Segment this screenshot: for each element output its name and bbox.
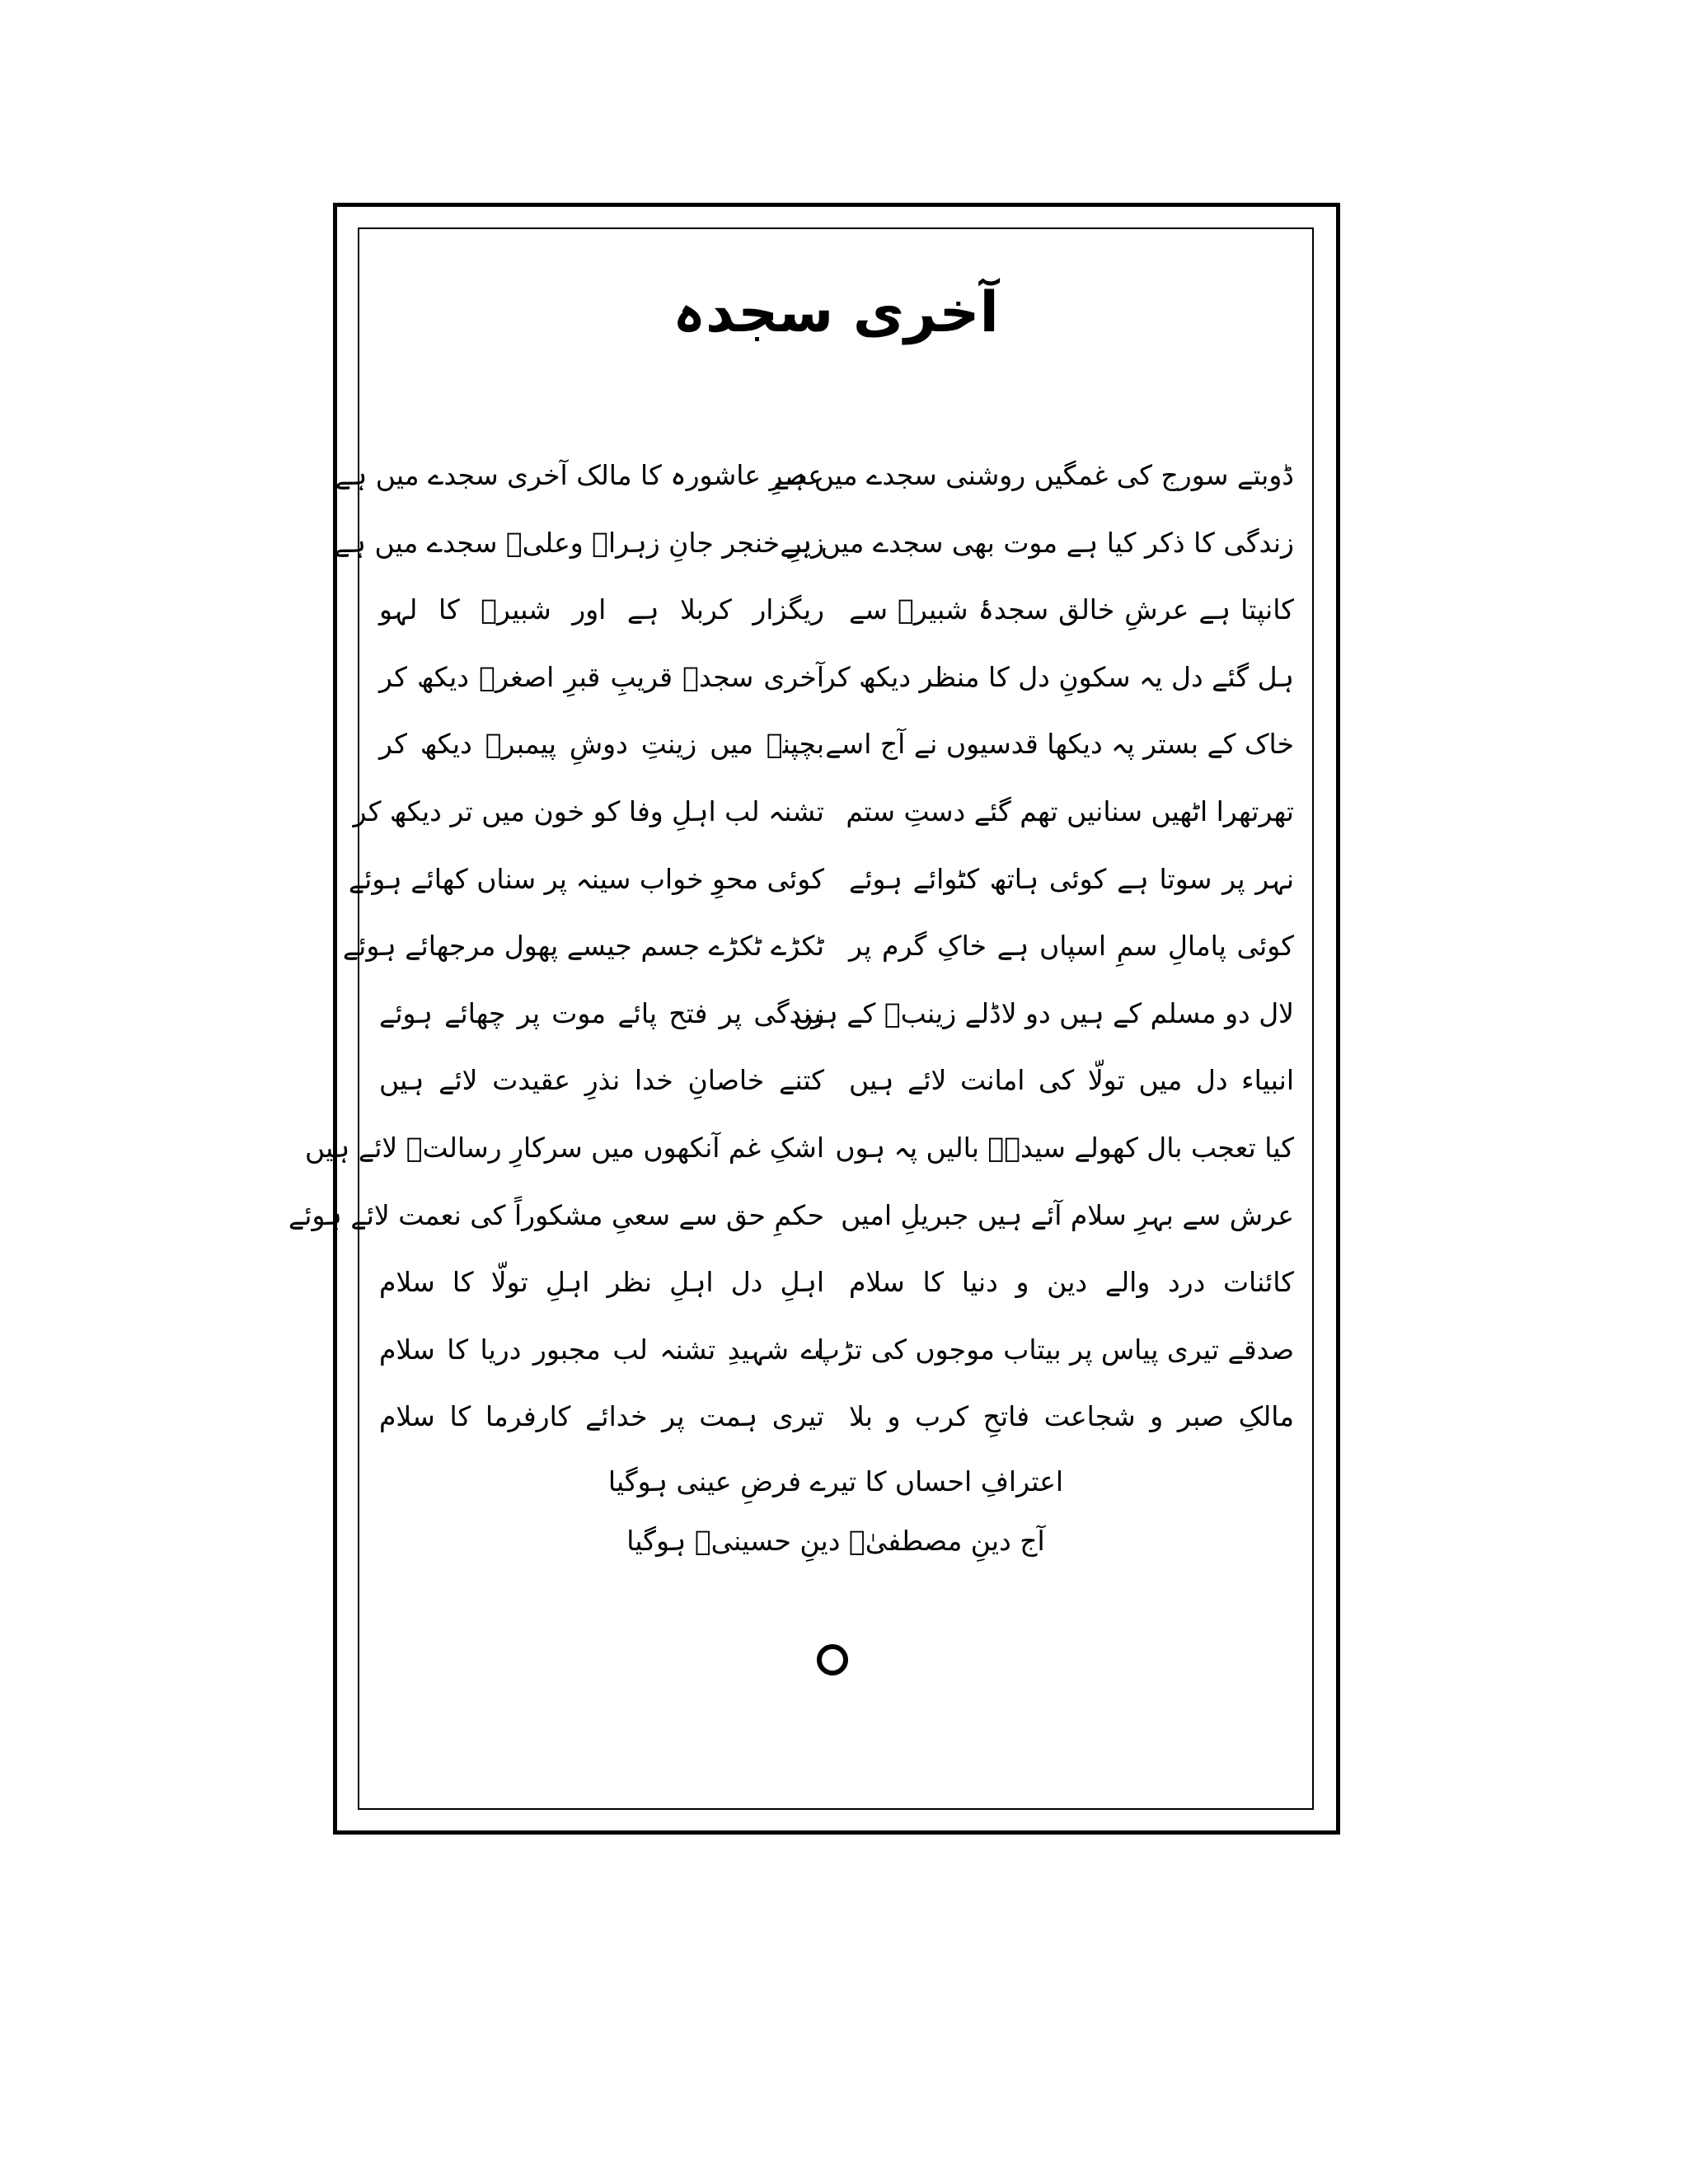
verse-second-line: کوئی محوِ خواب سینہ پر سناں کھائے ہوئے [348,862,824,895]
verse-first-line: مالکِ صبر و شجاعت فاتحِ کرب و بلا [849,1400,1294,1433]
closing-line: آج دینِ مصطفیٰؐ دینِ حسینیؑ ہوگیا [626,1525,1045,1557]
closing-line: اعترافِ احساں کا تیرے فرضِ عینی ہوگیا [607,1465,1064,1497]
verse-second-line: زیرِ خنجر جانِ زہراؑ وعلیؑ سجدے میں ہے [334,526,824,559]
poem-title: آخری سجدہ [673,280,999,345]
verse-row [363,644,1311,711]
verse-first-line: کانپتا ہے عرشِ خالق سجدۂ شبیرؑ سے [849,593,1294,626]
poem-stanza [288,442,1311,1451]
verse-first-line: ہل گئے دل یہ سکونِ دل کا منظر دیکھ کر [822,660,1294,693]
verse-row [288,1182,1311,1249]
verse-row [363,1316,1311,1384]
verse-second-line: اے شہیدِ تشنہ لب مجبور دریا کا سلام [379,1333,824,1366]
verse-row [363,1249,1311,1316]
verse-first-line: ڈوبتے سورج کی غمگیں روشنی سجدے میں ہے [773,459,1294,491]
verse-row [363,710,1311,778]
verse-second-line: حکمِ حق سے سعیِ مشکوراً کی نعمت لائے ہوئے [288,1198,824,1231]
verse-first-line: لال دو مسلم کے ہیں دو لاڈلے زینبؑ کے ہیں [793,996,1294,1029]
verse-second-line: اشکِ غم آنکھوں میں سرکارِ رسالتؐ لائے ہیں [304,1131,824,1164]
verse-row [348,846,1311,913]
verse-second-line: عصرِ عاشورہ کا مالک آخری سجدے میں ہے [335,459,824,491]
verse-first-line: کوئی پامالِ سمِ اسپاں ہے خاکِ گرم پر [849,930,1294,963]
verse-row [335,442,1311,509]
verse-second-line: کتنے خاصانِ خدا نذرِ عقیدت لائے ہیں [379,1064,824,1097]
verse-second-line: تشنہ لب اہلِ وفا کو خون میں تر دیکھ کر [353,794,824,827]
end-mark-circle-icon [817,1644,848,1675]
verse-first-line: کیا تعجب بال کھولے سیدہؑ بالیں پہ ہوں [835,1131,1294,1164]
verse-second-line: ٹکڑے ٹکڑے جسم جیسے پھول مرجھائے ہوئے [342,930,824,963]
verse-first-line: خاک کے بستر پہ دیکھا قدسیوں نے آج اسے [825,728,1294,761]
verse-second-line: زندگی پر فتح پائے موت پر چھائے ہوئے [379,996,824,1029]
verse-first-line: نہر پر سوتا ہے کوئی ہاتھ کٹوائے ہوئے [849,862,1294,895]
verse-second-line: ریگزار کربلا ہے اور شبیرؑ کا لہو [379,593,824,626]
verse-first-line: تھرتھرا اٹھیں سنانیں تھم گئے دستِ ستم [846,794,1294,827]
verse-first-line: صدقے تیری پیاس پر بیتاب موجوں کی تڑپ [814,1333,1294,1366]
verse-row [363,1047,1311,1114]
verse-row [342,912,1311,980]
verse-second-line: اہلِ دل اہلِ نظر اہلِ تولّا کا سلام [379,1266,824,1299]
verse-row [363,576,1311,644]
verse-first-line: زندگی کا ذکر کیا ہے موت بھی سجدے میں ہے [780,526,1294,559]
verse-second-line: آخری سجدہ قریبِ قبرِ اصغرؑ دیکھ کر [379,660,824,693]
verse-row [353,778,1311,846]
verse-row [363,980,1311,1047]
verse-second-line: تیری ہمت پر خدائے کارفرما کا سلام [379,1400,824,1433]
verse-first-line: کائنات درد والے دین و دنیا کا سلام [849,1266,1294,1299]
verse-row [363,1383,1311,1451]
verse-second-line: بچپنے میں زینتِ دوشِ پیمبرؐ دیکھ کر [379,728,824,761]
verse-row [304,1114,1311,1182]
verse-first-line: انبیاء دل میں تولّا کی امانت لائے ہیں [849,1064,1294,1097]
verse-row [334,509,1311,577]
closing-couplet [358,1452,1314,1571]
verse-first-line: عرش سے بہرِ سلام آئے ہیں جبریلِ امیں [841,1198,1294,1231]
